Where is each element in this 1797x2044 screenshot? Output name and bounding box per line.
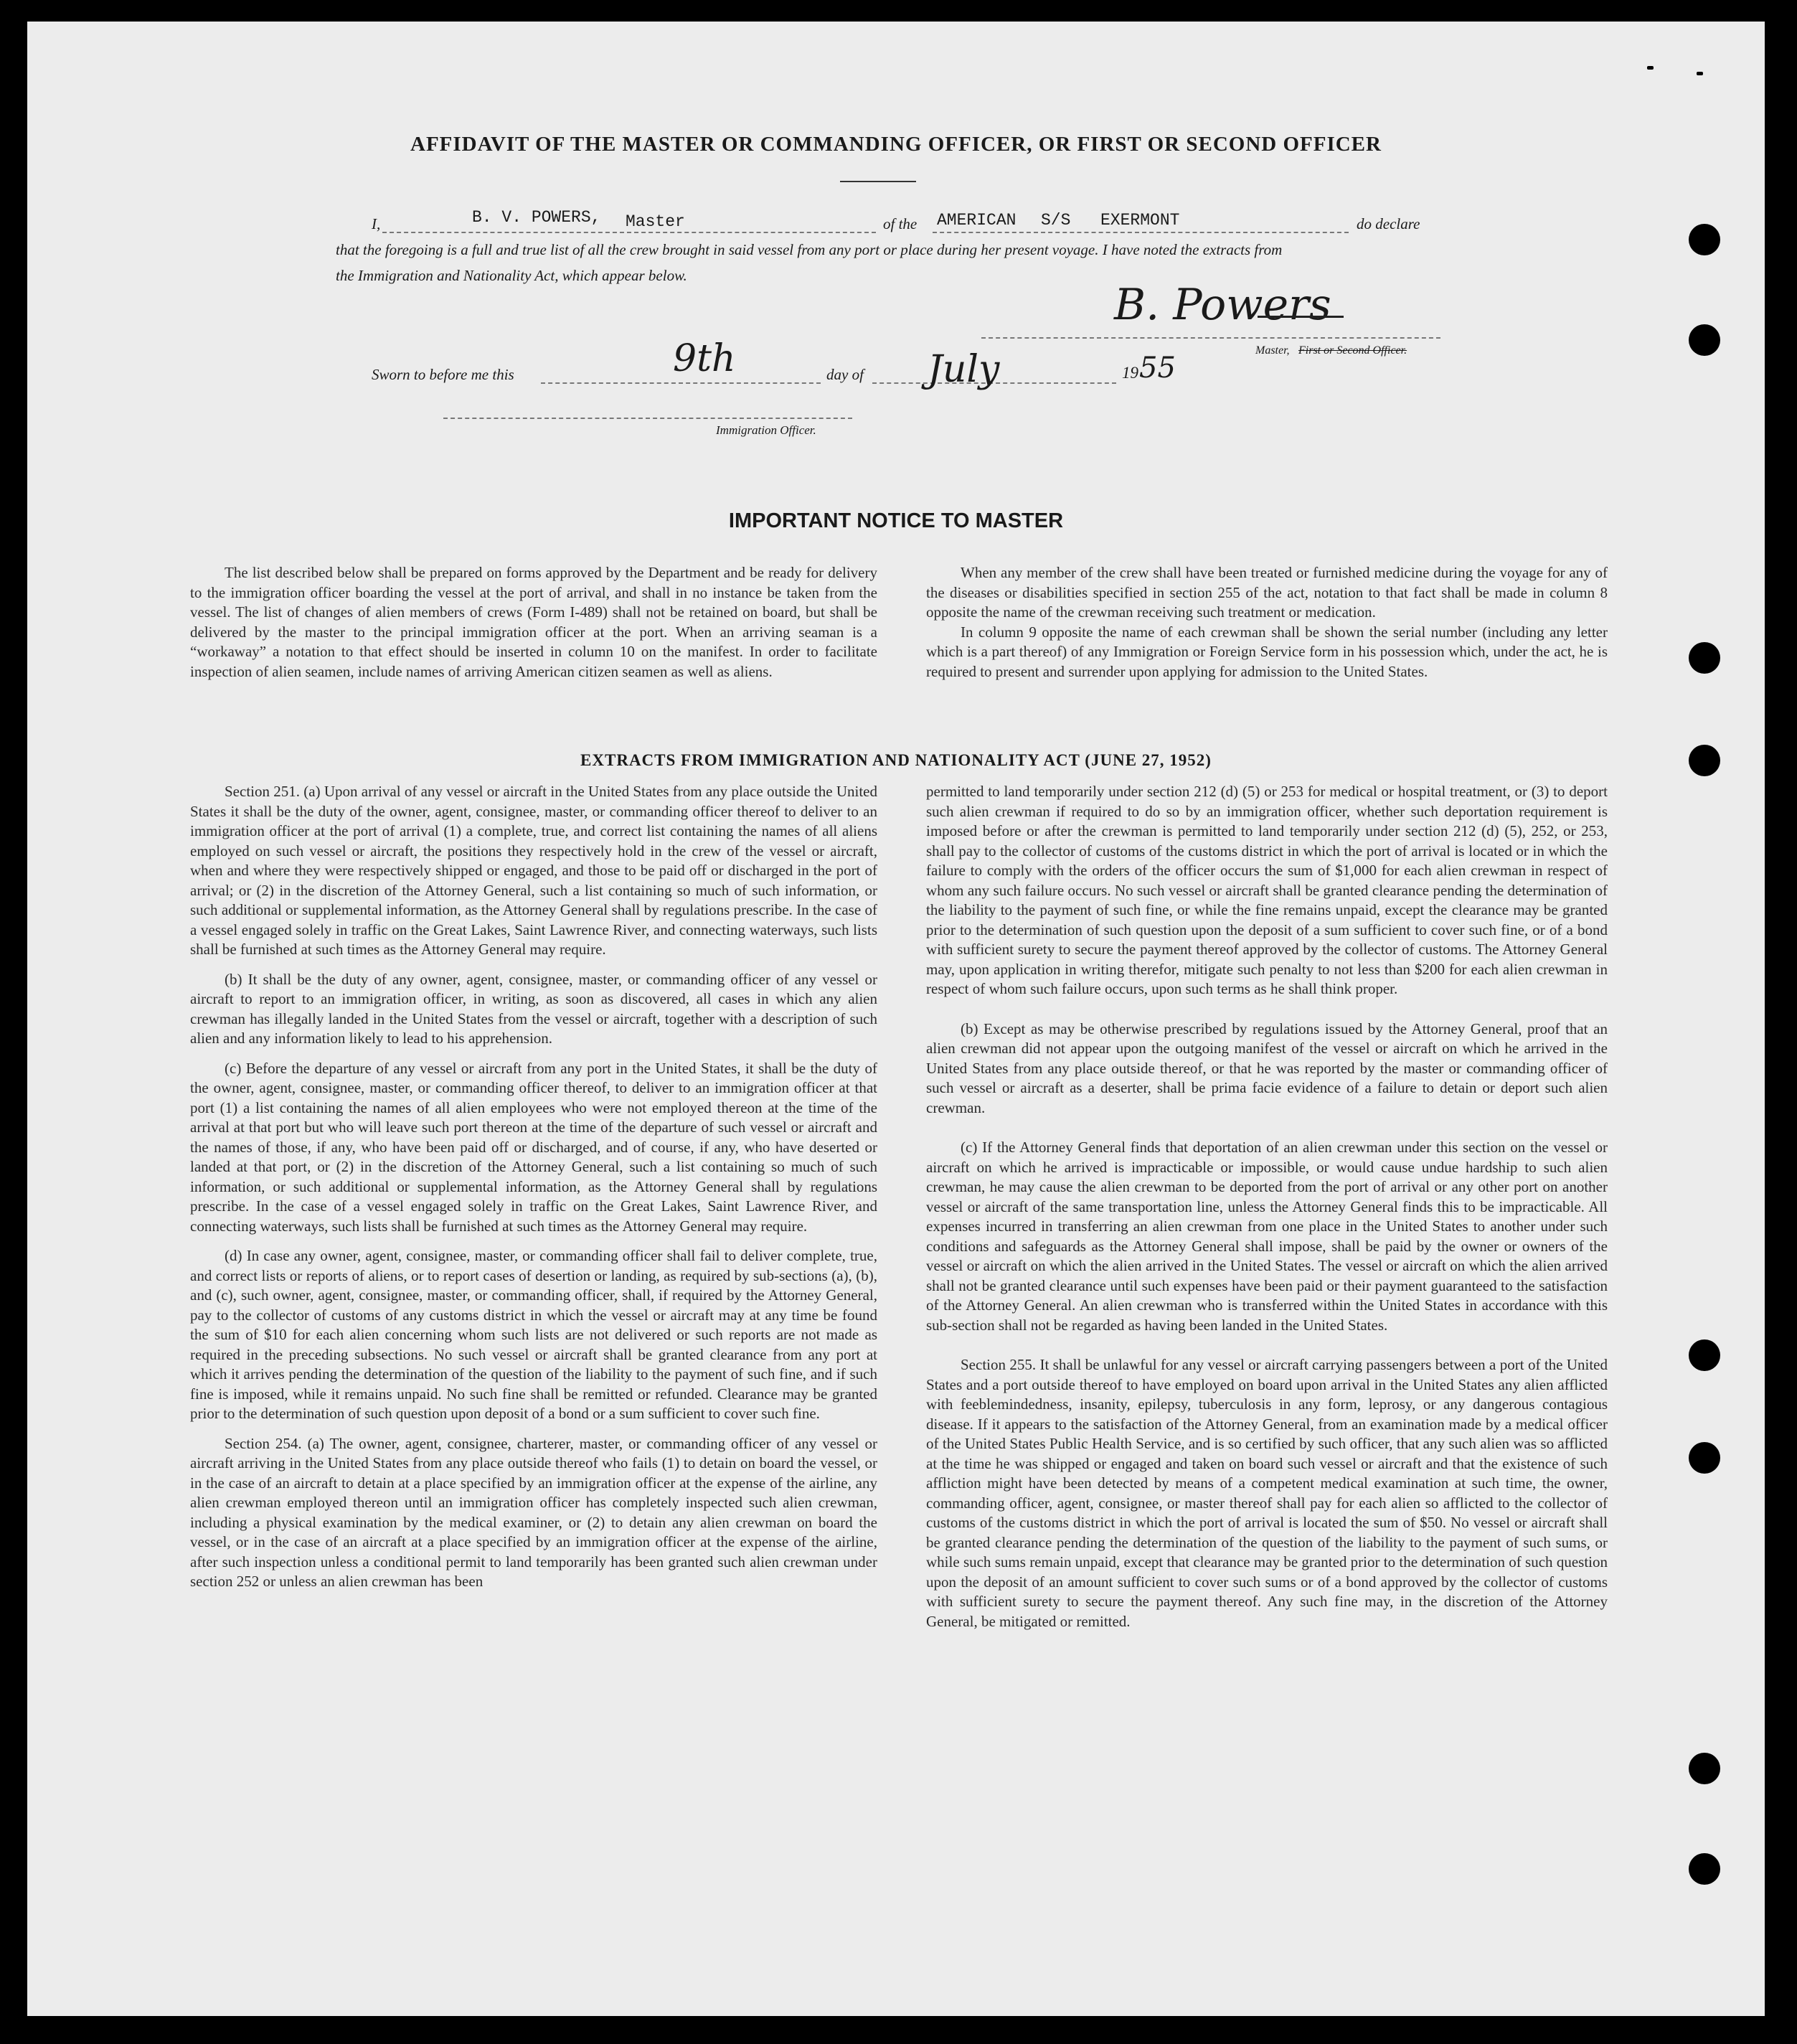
binder-hole: [1689, 324, 1720, 356]
notice-heading: IMPORTANT NOTICE TO MASTER: [728, 509, 1064, 532]
declaration-line-3: the Immigration and Nationality Act, which appear below.: [336, 267, 687, 284]
section-251-c: (c) Before the departure of any vessel or aircraft from any port in the United States, it shall be the duty of the owner, agent, consignee, master, or commanding officer thereof, to deliver to an immigration officer at that port (1) a list containing the names of all alien employees who were not employed thereon at the time of the arrival at that port but who will leave such port thereon at the time of the departure of such vessel or aircraft and the names of those, if any, who have been paid off or discharged, and of course, if any, who have deserted or landed at that port, or (2) in the discretion of the Attorney General, such a list containing so much of such information, or such additional or supplemental information, as the Attorney General shall by regulations prescribe. In the case of a vessel engaged solely in traffic on the Great Lakes, Saint Lawrence River, and connecting waterways, such lists shall be furnished at such times as the Attorney General may require.: [190, 1059, 877, 1235]
binder-hole: [1689, 1753, 1720, 1784]
signature-flourish: [1258, 316, 1344, 318]
vessel-typed-3: EXERMONT: [1100, 211, 1180, 230]
extracts-heading: EXTRACTS FROM IMMIGRATION AND NATIONALITY ACT (JUNE 27, 1952): [580, 751, 1212, 769]
scan-speck: [1647, 66, 1654, 70]
vessel-typed-1: AMERICAN: [937, 211, 1017, 230]
binder-hole: [1689, 745, 1720, 776]
notice-left-column: [190, 563, 877, 692]
of-the-label: of the: [883, 215, 918, 232]
section-254-a-continued: permitted to land temporarily under section 212 (d) (5) or 253 for medical or hospital treatment, or (3) to deport such alien crewman if required to do so by an immigration officer, whether such deportation requirement is imposed before or after the crewman is permitted to land temporarily under section 212 (d) (5), 252, or 253, shall pay to the collector of customs of the customs district in which the port of arrival is located or in which the failure to comply with the orders of the officer occurs the sum of $1,000 for each alien crewman in respect of whom any such failure occurs. No such vessel or aircraft shall be granted clearance pending the determination of the liability to the payment of such fine, or while the fine remains unpaid, except the clearance may be granted prior to the determination of such question upon the deposit of a sum sufficient to cover such fine, or of a bond with sufficient surety to secure the payment thereof approved by the collector of customs. The Attorney General may, upon application in writing therefor, mitigate such penalty to not less than $200 for each alien crewman in respect of whom such failure occurs, upon such terms as he shall think proper.: [926, 783, 1608, 997]
binder-hole: [1689, 642, 1720, 674]
officer-signature-line: [443, 418, 852, 419]
section-254-c: (c) If the Attorney General finds that deportation of an alien crewman under this section on the vessel or aircraft on which he arrived is impracticable or impossible, or would cause undue hardship to such alien crewman, he may cause the alien crewman to be deported from the port of arrival or any other port on another vessel or aircraft of the same transportation line, unless the Attorney General finds this to be impracticable. All expenses incurred in transferring an alien crewman from one place in the United States to another under such conditions and safeguards as the Attorney General shall impose, shall be paid by the owner or owners of the vessel or aircraft on which the alien arrived in the United States. The vessel or aircraft on which the alien arrived shall not be granted clearance until such expenses have been paid or their payment guaranteed to the satisfaction of the Attorney General. An alien crewman who is transferred within the United States in accordance with this sub-section shall not be regarded as having been landed in the United States.: [926, 1139, 1608, 1334]
sig-caption-master: Master,: [1255, 344, 1290, 357]
vessel-typed-2: S/S: [1041, 211, 1071, 230]
notice-right-paragraph-1: When any member of the crew shall have been treated or furnished medicine during the voyage for any of the diseases or disabilities specified in section 255 of the act, notation to that fact shall be made in column 8 opposite the name of the crewman receiving such treatment or medication.: [926, 564, 1608, 621]
day-field-line: [541, 382, 821, 384]
extracts-left-column: [190, 782, 877, 1602]
section-251-a: Section 251. (a) Upon arrival of any vessel or aircraft in the United States from any place outside the United States it shall be the duty of the owner, agent, consignee, master, or commanding officer thereof to deliver to an immigration officer at the port of arrival (1) a complete, true, and correct list containing the names of all aliens employed on such vessel or aircraft, the positions they respectively hold in the crew of the vessel or aircraft, when and where they were respectively shipped or engaged, and those to be paid off or discharged in the port of arrival; or (2) in the discretion of the Attorney General, such a list containing so much of such information, or such additional or supplemental information, as the Attorney General shall by regulations prescribe. In the case of a vessel engaged solely in traffic on the Great Lakes, Saint Lawrence River, and connecting waterways, such lists shall be furnished at such times as the Attorney General may require.: [190, 783, 877, 958]
binder-hole: [1689, 1853, 1720, 1885]
declaration-prefix: I,: [372, 215, 381, 232]
sworn-label: Sworn to before me this: [372, 366, 514, 383]
name-typed: B. V. POWERS,: [472, 208, 601, 227]
day-of-label: day of: [826, 366, 864, 383]
scan-speck: [1697, 72, 1703, 75]
officer-caption: Immigration Officer.: [716, 423, 816, 437]
notice-right-paragraph-2: In column 9 opposite the name of each crewman shall be shown the serial number (including any letter which is a part thereof) of any Immigration or Foreign Service form in his possession which, under the act, he is required to present and surrender upon applying for admission to the United States.: [926, 623, 1608, 680]
affidavit-title: AFFIDAVIT OF THE MASTER OR COMMANDING OFFICER, OR FIRST OR SECOND OFFICER: [410, 133, 1382, 156]
notice-left-paragraph: The list described below shall be prepared on forms approved by the Department and be ready for delivery to the immigration officer boarding the vessel at the port of arrival, and shall in no instance be taken from the vessel. The list of changes of alien members of crews (Form I-489) shall not be retained on board, but shall be delivered by the master to the principal immigration officer at the port. When an arriving seaman is a “workaway” a notation to that effect should be inserted in column 10 on the manifest. In order to facilitate inspection of alien seamen, include names of arriving American citizen seamen as well as aliens.: [190, 564, 877, 680]
master-signature: B. Powers: [1114, 280, 1331, 330]
master-signature-line: [981, 337, 1440, 339]
section-254-b: (b) Except as may be otherwise prescribed by regulations issued by the Attorney General, proof that an alien crewman did not appear upon the outgoing manifest of the vessel or aircraft on which he arrived in the United States from any place outside thereof, or that he was reported by the master or commanding officer of such vessel or aircraft as a deserter, shall be prima facie evidence of a failure to detain or deport such alien crewman.: [926, 1019, 1608, 1116]
section-251-d: (d) In case any owner, agent, consignee, master, or commanding officer shall fail to deliver complete, true, and correct lists or reports of aliens, or to report cases of desertion or landing, as required by sub-sections (a), (b), and (c), such owner, agent, consignee, master, or commanding officer, shall, if required by the Attorney General, pay to the collector of customs of any customs district in which the vessel or aircraft may at any time be found the sum of $10 for each alien concerning whom such lists are not delivered or such reports are not made as required in the preceding subsections. No such vessel or aircraft shall be granted clearance from any port at which it arrives pending the determination of the question of the liability to the payment of such fine, and if such fine is imposed, while it remains unpaid. No such fine shall be remitted or refunded. Clearance may be granted prior to the determination of such question upon deposit of a bond or a sum sufficient to cover such fine.: [190, 1247, 877, 1422]
sig-caption-struck: First or Second Officer.: [1298, 344, 1407, 357]
title-rule: [840, 181, 916, 182]
declaration-line-2: that the foregoing is a full and true list of all the crew brought in said vessel from any port or place during her present voyage. I have noted the extracts from: [336, 241, 1283, 258]
year-handwritten: 55: [1139, 352, 1176, 385]
month-handwritten: July: [928, 348, 1000, 391]
year-printed: 19: [1122, 364, 1138, 382]
rank-typed: Master: [626, 212, 685, 231]
binder-hole: [1689, 1442, 1720, 1474]
section-255: Section 255. It shall be unlawful for any vessel or aircraft carrying passengers between a port of the United States and a port outside thereof to have employed on board upon arrival in the United States any alien afflicted with feeblemindedness, insanity, epilepsy, tuberculosis in any form, leprosy, or any dangerous contagious disease. If it appears to the satisfaction of the Attorney General, from an examination made by a medical officer of the United States Public Health Service, and is so certified by such officer, that any such alien was so afflicted at the time he was shipped or engaged and taken on board such vessel or aircraft and that the existence of such affliction might have been detected by means of a competent medical examination at such time, the owner, commanding officer, agent, consignee, or master thereof shall pay for each alien so afflicted to the collector of customs of the customs district in which the port of arrival is located the sum of $50. No vessel or aircraft shall be granted clearance pending the determination of the question of the liability to the payment of such sums, or while such sums remain unpaid, except that clearance may be granted prior to the determination of such question upon the deposit of an amount sufficient to cover such sums or of a bond approved by the collector of customs with sufficient surety to secure the payment thereof. Any such fine may, in the discretion of the Attorney General, be mitigated or remitted.: [926, 1356, 1608, 1630]
day-handwritten: 9th: [673, 337, 736, 380]
extracts-right-column: [926, 782, 1608, 1642]
name-field-line: [382, 232, 876, 233]
do-declare-label: do declare: [1357, 215, 1420, 232]
notice-right-column: [926, 563, 1608, 692]
document-page: [27, 22, 1765, 2016]
binder-hole: [1689, 224, 1720, 255]
vessel-field-line: [933, 232, 1349, 233]
binder-hole: [1689, 1339, 1720, 1371]
section-251-b: (b) It shall be the duty of any owner, agent, consignee, master, or commanding officer of any vessel or aircraft to report to an immigration officer, in writing, as soon as discovered, all cases in which any alien crewman has illegally landed in the United States from the vessel or aircraft, together with a description of such alien and any information likely to lead to his apprehension.: [190, 970, 877, 1047]
section-254-a: Section 254. (a) The owner, agent, consignee, charterer, master, or commanding officer of any vessel or aircraft arriving in the United States from any place outside thereof who fails (1) to detain on board the vessel, or in the case of an aircraft to detain at a place specified by an immigration officer at the expense of the airline, any alien crewman employed thereon until an immigration officer has completely inspected such alien crewman, including a physical examination by the medical examiner, or (2) to detain any alien crewman on board the vessel, or in the case of an aircraft at a place specified by an immigration officer at the expense of the airline, after such inspection unless a conditional permit to land temporarily has been granted such alien crewman under section 252 or unless an alien crewman has been: [190, 1434, 877, 1590]
